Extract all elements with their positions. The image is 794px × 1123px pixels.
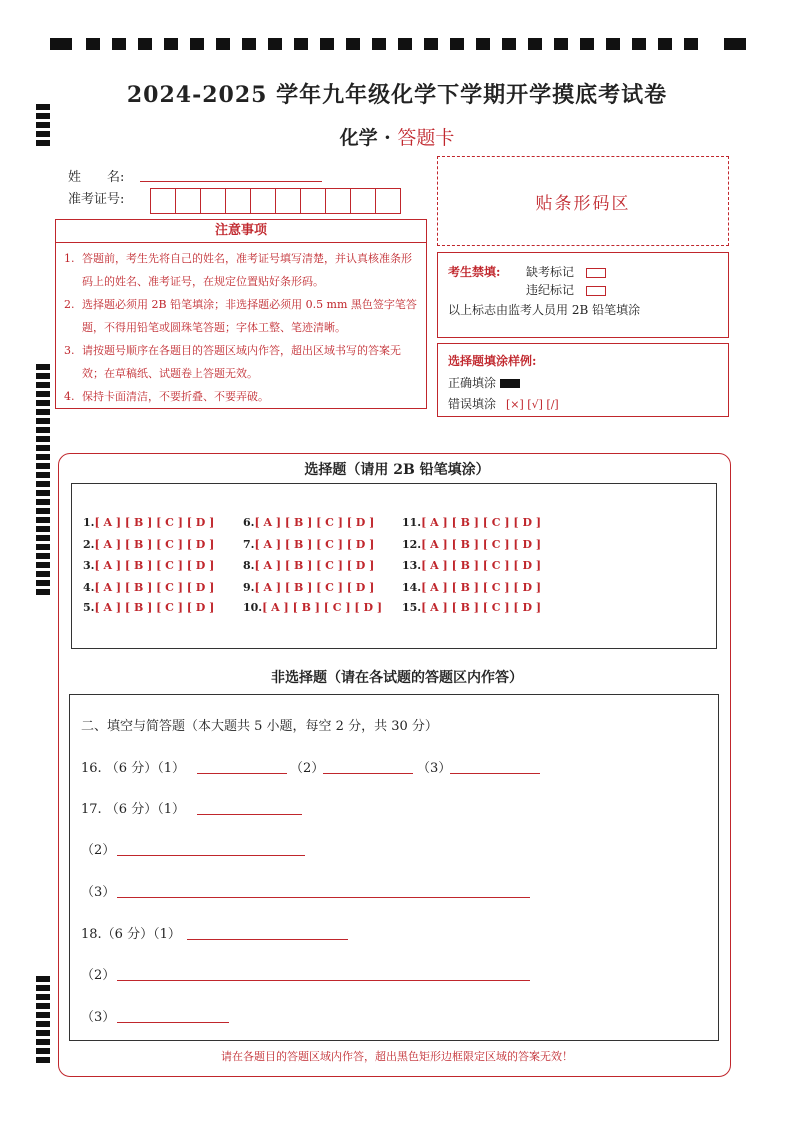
exam-id-digit-box[interactable] (350, 188, 376, 214)
timing-mark (36, 1030, 50, 1036)
q17-blank-1[interactable] (197, 813, 302, 815)
timing-mark (36, 994, 50, 1000)
choice-options[interactable]: [ A ] [ B ] [ C ] [ D ] (421, 581, 542, 594)
timing-mark (36, 553, 50, 559)
choice-number: 10. (243, 601, 263, 614)
q18-part-2-label: （2） (81, 968, 116, 983)
violation-mark-row (526, 281, 606, 298)
card-label: 答题卡 (397, 127, 455, 149)
wrong-fill-samples: [×] [√] [/] (506, 398, 559, 411)
notice-item (64, 339, 418, 385)
part-two-title: 二、填空与简答题（本大题共 5 小题，每空 2 分，共 30 分） (81, 719, 438, 734)
choice-options[interactable]: [ A ] [ B ] [ C ] [ D ] (94, 538, 215, 551)
wrong-fill-row (448, 395, 559, 412)
choice-section-title: 选择题（请用 2B 铅笔填涂） (304, 462, 490, 478)
absent-mark-box[interactable] (586, 268, 606, 278)
timing-mark (36, 976, 50, 982)
choice-question-3[interactable] (83, 559, 214, 572)
choice-number: 13. (402, 559, 422, 572)
timing-mark (36, 391, 50, 397)
notice-item-number: 3. (64, 344, 75, 357)
timing-mark (36, 508, 50, 514)
timing-mark (36, 400, 50, 406)
choice-options[interactable]: [ A ] [ B ] [ C ] [ D ] (421, 538, 542, 551)
choice-question-8[interactable] (243, 559, 374, 572)
q18-blank-2[interactable] (117, 979, 530, 981)
absent-mark-row (526, 263, 606, 280)
forbidden-box (437, 252, 729, 338)
timing-mark (36, 490, 50, 496)
timing-mark (36, 1003, 50, 1009)
timing-mark (36, 113, 50, 119)
choice-question-2[interactable] (83, 538, 214, 551)
choice-question-11[interactable] (402, 516, 541, 529)
notice-item (64, 247, 418, 293)
choice-number: 2. (83, 538, 95, 551)
q16-part-2-label: （2） (290, 761, 325, 776)
notice-item-number: 1. (64, 252, 75, 265)
timing-mark (36, 580, 50, 586)
choice-number: 5. (83, 601, 95, 614)
choice-options[interactable]: [ A ] [ B ] [ C ] [ D ] (94, 601, 215, 614)
timing-mark (36, 535, 50, 541)
choice-question-12[interactable] (402, 538, 541, 551)
choice-options[interactable]: [ A ] [ B ] [ C ] [ D ] (254, 559, 375, 572)
timing-mark (36, 364, 50, 370)
choice-question-7[interactable] (243, 538, 374, 551)
timing-mark (36, 418, 50, 424)
exam-id-digit-box[interactable] (375, 188, 401, 214)
exam-id-label: 准考证号: (68, 192, 125, 207)
notice-item-text: 请按题号顺序在各题目的答题区域内作答，超出区域书写的答案无效；在草稿纸、试题卷上答题无效。 (82, 344, 401, 380)
choice-answer-box (71, 483, 717, 649)
choice-question-10[interactable] (243, 601, 382, 614)
q17-part-2-label: （2） (81, 843, 116, 858)
choice-question-9[interactable] (243, 581, 374, 594)
page-title: 2024-2025 学年九年级化学下学期开学摸底考试卷 (126, 82, 668, 108)
footer-note: 请在各题目的答题区域内作答，超出黑色矩形边框限定区域的答案无效！ (221, 1050, 573, 1063)
choice-options[interactable]: [ A ] [ B ] [ C ] [ D ] (262, 601, 383, 614)
timing-mark (36, 985, 50, 991)
notice-item (64, 293, 418, 339)
exam-id-boxes[interactable] (151, 188, 401, 214)
non-choice-section-title: 非选择题（请在各试题的答题区内作答） (271, 670, 523, 686)
q18-label: 18.（6 分）（1） (81, 927, 181, 942)
correct-fill-label: 正确填涂 (448, 376, 497, 390)
exam-id-digit-box[interactable] (275, 188, 301, 214)
non-choice-answer-box (69, 694, 719, 1041)
choice-number: 11. (402, 516, 422, 529)
timing-mark (36, 445, 50, 451)
q16-blank-1[interactable] (197, 772, 287, 774)
correct-fill-row (448, 374, 520, 391)
notice-item-text: 选择题必须用 2B 铅笔填涂；非选择题必须用 0.5 mm 黑色签字笔答题，不得用铅笔或圆珠笔答题；字体工整、笔迹清晰。 (82, 298, 417, 334)
timing-mark (36, 1021, 50, 1027)
timing-mark (36, 1012, 50, 1018)
q16-part-3-label: （3） (417, 761, 452, 776)
notice-item-text: 保持卡面清洁，不要折叠、不要弄破。 (82, 390, 269, 403)
choice-number: 7. (243, 538, 255, 551)
q16-blank-2[interactable] (323, 772, 413, 774)
timing-mark (36, 481, 50, 487)
correct-fill-sample (500, 379, 520, 388)
choice-question-13[interactable] (402, 559, 541, 572)
timing-mark (36, 382, 50, 388)
side-timing-marks (36, 0, 50, 1123)
notice-box (55, 219, 427, 409)
choice-options[interactable]: [ A ] [ B ] [ C ] [ D ] (94, 516, 215, 529)
barcode-area (437, 156, 729, 246)
q18-blank-1[interactable] (187, 938, 348, 940)
timing-mark (36, 571, 50, 577)
choice-question-14[interactable] (402, 581, 541, 594)
choice-options[interactable]: [ A ] [ B ] [ C ] [ D ] (94, 559, 215, 572)
choice-options[interactable]: [ A ] [ B ] [ C ] [ D ] (421, 601, 542, 614)
exam-id-digit-box[interactable] (200, 188, 226, 214)
q17-blank-2[interactable] (117, 854, 305, 856)
timing-mark (36, 427, 50, 433)
choice-options[interactable]: [ A ] [ B ] [ C ] [ D ] (254, 538, 375, 551)
name-input-line[interactable] (140, 180, 322, 182)
timing-mark (36, 1039, 50, 1045)
choice-question-1[interactable] (83, 516, 214, 529)
timing-mark (36, 373, 50, 379)
choice-question-15[interactable] (402, 601, 541, 614)
name-label: 姓 名: (68, 170, 125, 185)
choice-number: 8. (243, 559, 255, 572)
timing-mark (36, 499, 50, 505)
subject-label: 化学 · (339, 127, 398, 149)
exam-id-digit-box[interactable] (300, 188, 326, 214)
q16-blank-3[interactable] (450, 772, 540, 774)
timing-mark (36, 589, 50, 595)
top-timing-marks (50, 38, 746, 52)
notice-heading: 注意事项 (56, 220, 426, 243)
notice-list (56, 243, 426, 408)
choice-number: 4. (83, 581, 95, 594)
choice-options[interactable]: [ A ] [ B ] [ C ] [ D ] (421, 559, 542, 572)
forbidden-label: 考生禁填: (448, 265, 501, 279)
violation-mark-label: 违纪标记 (526, 283, 575, 297)
choice-number: 12. (402, 538, 422, 551)
exam-id-digit-box[interactable] (225, 188, 251, 214)
choice-number: 1. (83, 516, 95, 529)
notice-item-text: 答题前，考生先将自己的姓名，准考证号填写清楚，并认真核准条形码上的姓名、准考证号，在规定位置贴好条形码。 (82, 252, 412, 288)
notice-item-number: 4. (64, 390, 75, 403)
exam-id-digit-box[interactable] (250, 188, 276, 214)
timing-mark (36, 526, 50, 532)
choice-number: 3. (83, 559, 95, 572)
timing-mark (36, 409, 50, 415)
card-subtitle (0, 123, 794, 150)
exam-id-digit-box[interactable] (175, 188, 201, 214)
notice-item-number: 2. (64, 298, 75, 311)
q16-label: 16. （6 分）（1） (81, 761, 185, 776)
choice-question-6[interactable] (243, 516, 374, 529)
choice-options[interactable]: [ A ] [ B ] [ C ] [ D ] (421, 516, 542, 529)
timing-mark (36, 562, 50, 568)
notice-item (64, 385, 418, 408)
q17-part-3-label: （3） (81, 885, 116, 900)
q17-label: 17. （6 分）（1） (81, 802, 185, 817)
timing-mark (36, 544, 50, 550)
timing-mark (36, 436, 50, 442)
choice-options[interactable]: [ A ] [ B ] [ C ] [ D ] (254, 581, 375, 594)
choice-number: 6. (243, 516, 255, 529)
violation-mark-box[interactable] (586, 286, 606, 296)
choice-number: 9. (243, 581, 255, 594)
q18-blank-3[interactable] (117, 1021, 229, 1023)
choice-question-4[interactable] (83, 581, 214, 594)
exam-id-digit-box[interactable] (325, 188, 351, 214)
q17-blank-3[interactable] (117, 896, 530, 898)
exam-id-digit-box[interactable] (150, 188, 176, 214)
choice-number: 14. (402, 581, 422, 594)
choice-number: 15. (402, 601, 422, 614)
fill-example-box (437, 343, 729, 417)
barcode-label: 贴条形码区 (535, 193, 631, 214)
wrong-fill-label: 错误填涂 (448, 397, 497, 411)
fill-example-heading: 选择题填涂样例: (448, 354, 537, 368)
forbidden-note: 以上标志由监考人员用 2B 铅笔填涂 (448, 303, 641, 317)
choice-options[interactable]: [ A ] [ B ] [ C ] [ D ] (94, 581, 215, 594)
choice-options[interactable]: [ A ] [ B ] [ C ] [ D ] (254, 516, 375, 529)
absent-mark-label: 缺考标记 (526, 265, 575, 279)
choice-question-5[interactable] (83, 601, 214, 614)
q18-part-3-label: （3） (81, 1010, 116, 1025)
timing-mark (36, 517, 50, 523)
